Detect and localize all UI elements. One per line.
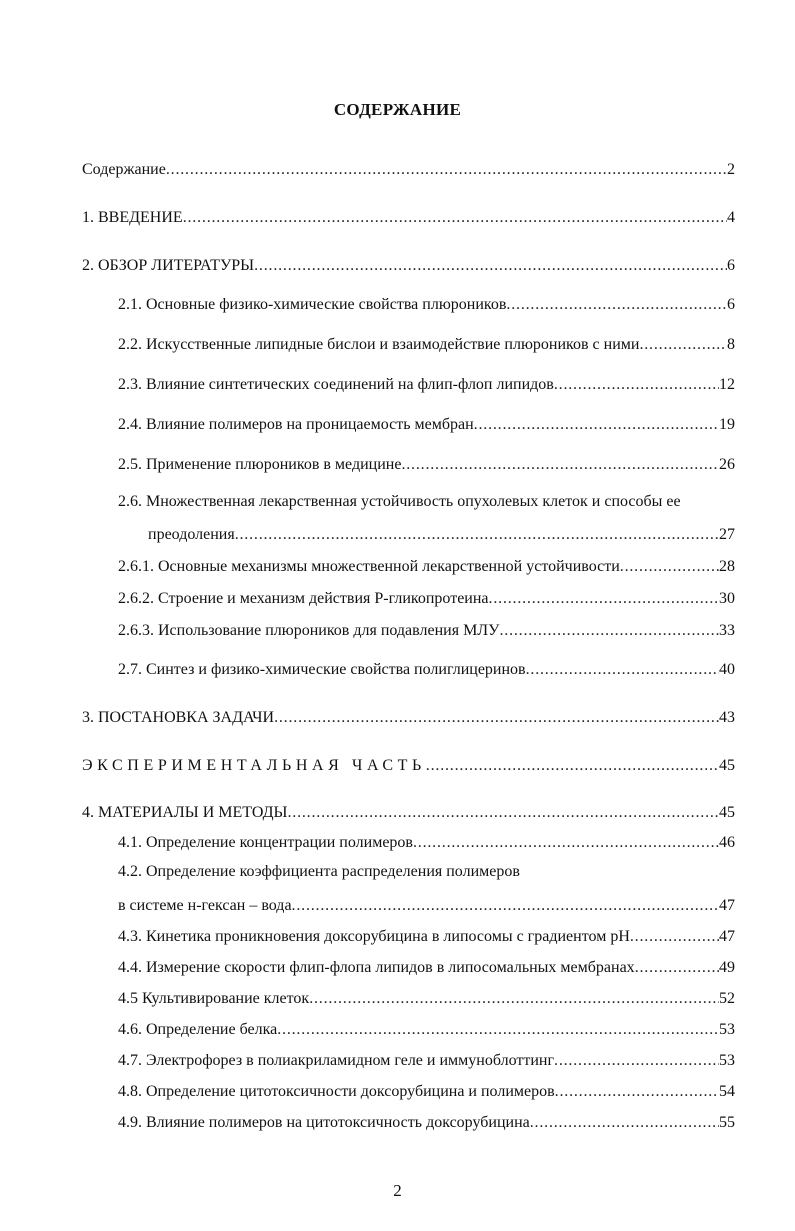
toc-entry-label: Содержание: [82, 161, 166, 178]
toc-leader: [630, 927, 719, 947]
toc-entry: [82, 706, 735, 728]
toc-leader: [309, 989, 719, 1009]
toc-entry-page: 2: [727, 161, 735, 178]
toc-entry-label: ЭКСПЕРИМЕНТАЛЬНАЯ ЧАСТЬ: [82, 757, 426, 774]
toc-entry: [118, 413, 735, 435]
toc-entry-page: 27: [719, 526, 735, 543]
toc-leader: [166, 160, 727, 180]
toc-entry-label: 2.7. Синтез и физико-химические свойства полиглицеринов: [118, 661, 526, 678]
page-title: СОДЕРЖАНИЕ: [333, 100, 462, 119]
toc-entry-label: 2.6.1. Основные механизмы множественной лекарственной устойчивости: [118, 558, 620, 575]
toc-entry-label: 2.6. Множественная лекарственная устойчивость опухолевых клеток и способы ее: [118, 493, 681, 510]
toc-leader: [530, 1113, 719, 1133]
toc-entry-page: 26: [719, 456, 735, 473]
toc-leader: [254, 256, 727, 276]
toc-entry-page: 19: [719, 416, 735, 433]
toc-entry-page: 53: [719, 1021, 735, 1038]
toc-entry-label: 4.3. Кинетика проникновения доксорубицина в липосомы с градиентом рН: [118, 928, 630, 945]
toc-entry-page: 54: [719, 1083, 735, 1100]
toc-entry-page: 47: [719, 897, 735, 914]
toc-entry: [118, 1080, 735, 1102]
toc-leader: [413, 833, 719, 853]
toc-entry-label: 4.9. Влияние полимеров на цитотоксичность доксорубицина: [118, 1114, 530, 1131]
toc-entry: [82, 206, 735, 228]
toc-leader: [426, 756, 719, 776]
toc-entry: [118, 956, 735, 978]
toc-entry: [118, 619, 735, 641]
toc-leader: [639, 335, 727, 355]
toc-entry-label-continuation: в системе н-гексан – вода: [118, 897, 292, 914]
toc-entry: [82, 801, 735, 823]
toc-entry-page: 8: [727, 336, 735, 353]
toc-leader: [183, 208, 727, 228]
toc-leader: [277, 1020, 719, 1040]
toc-entry-page: 6: [727, 257, 735, 274]
page-number: 2: [393, 1181, 402, 1200]
toc-leader: [555, 1082, 719, 1102]
toc-entry-label: 2.1. Основные физико-химические свойства плюроников: [118, 296, 507, 313]
toc-entry-page: 6: [727, 296, 735, 313]
toc-leader: [235, 525, 719, 545]
toc-entry-label: 4.2. Определение коэффициента распределения полимеров: [118, 863, 520, 880]
toc-entry-label: 4. МАТЕРИАЛЫ И МЕТОДЫ: [82, 804, 288, 821]
toc-entry-page: 40: [719, 661, 735, 678]
toc-leader: [635, 958, 719, 978]
toc-entry: [118, 831, 735, 853]
toc-entry-page: 52: [719, 990, 735, 1007]
toc-entry-page: 43: [719, 709, 735, 726]
toc-entry-page: 45: [719, 757, 735, 774]
toc-entry: [118, 453, 735, 475]
toc-leader: [620, 557, 719, 577]
toc-entry: [118, 555, 735, 577]
toc-entry: [118, 293, 735, 315]
toc-leader: [499, 621, 719, 641]
toc-entry: [118, 587, 735, 609]
toc-entry: [118, 1018, 735, 1040]
toc-entry-page: 33: [719, 622, 735, 639]
toc-entry: [118, 987, 735, 1009]
toc-leader: [474, 415, 719, 435]
toc-leader: [274, 708, 719, 728]
toc-entry-label: 4.5 Культивирование клеток: [118, 990, 310, 1007]
toc-entry: [148, 523, 735, 545]
toc-leader: [489, 589, 719, 609]
toc-leader: [401, 455, 719, 475]
toc-entry-page: 45: [719, 804, 735, 821]
toc-leader: [506, 295, 727, 315]
toc-entry-label: 4.7. Электрофорез в полиакриламидном геле и иммуноблоттинг: [118, 1052, 555, 1069]
toc-entry-label: 3. ПОСТАНОВКА ЗАДАЧИ: [82, 709, 275, 726]
toc-entry: [118, 1111, 735, 1133]
toc-entry-label: 4.4. Измерение скорости флип-флопа липидов в липосомальных мембранах: [118, 959, 635, 976]
toc-entry-label: 4.6. Определение белка: [118, 1021, 278, 1038]
toc-entry-label: 2.3. Влияние синтетических соединений на флип-флоп липидов: [118, 376, 554, 393]
toc-entry: [82, 158, 735, 180]
toc-entry: [82, 254, 735, 276]
toc-entry-label: 4.1. Определение концентрации полимеров: [118, 834, 413, 851]
toc-entry-label-continuation: преодоления: [148, 526, 235, 543]
toc-entry: [118, 658, 735, 680]
toc-entry-label: 2.6.2. Строение и механизм действия Р-гликопротеина: [118, 590, 489, 607]
toc-leader: [554, 1051, 719, 1071]
toc-entry: [118, 333, 735, 355]
toc-leader: [287, 803, 719, 823]
toc-entry-page: 4: [727, 209, 735, 226]
toc-entry: [118, 894, 735, 916]
toc-entry-label: 2.5. Применение плюроников в медицине: [118, 456, 402, 473]
toc-entry-label: 2. ОБЗОР ЛИТЕРАТУРЫ: [82, 257, 255, 274]
toc-entry: [82, 754, 735, 776]
toc-entry-page: 46: [719, 834, 735, 851]
toc-entry-label: 2.4. Влияние полимеров на проницаемость мембран: [118, 416, 474, 433]
toc-entry-page: 47: [719, 928, 735, 945]
toc-entry-page: 55: [719, 1114, 735, 1131]
toc-entry-label: 4.8. Определение цитотоксичности доксорубицина и полимеров: [118, 1083, 555, 1100]
toc-entry-label: 1. ВВЕДЕНИЕ: [82, 209, 183, 226]
toc-leader: [554, 375, 719, 395]
toc-entry: [118, 925, 735, 947]
toc-leader: [292, 896, 719, 916]
toc-entry-page: 12: [719, 376, 735, 393]
toc-entry: [118, 373, 735, 395]
toc-entry-label: 2.2. Искусственные липидные бислои и взаимодействие плюроников с ними: [118, 336, 640, 353]
toc-entry-page: 30: [719, 590, 735, 607]
toc-entry-page: 28: [719, 558, 735, 575]
toc-entry-label: 2.6.3. Использование плюроников для подавления МЛУ: [118, 622, 500, 639]
toc-entry-page: 53: [719, 1052, 735, 1069]
toc-entry-page: 49: [719, 959, 735, 976]
toc-leader: [526, 660, 719, 680]
toc-entry: [118, 1049, 735, 1071]
